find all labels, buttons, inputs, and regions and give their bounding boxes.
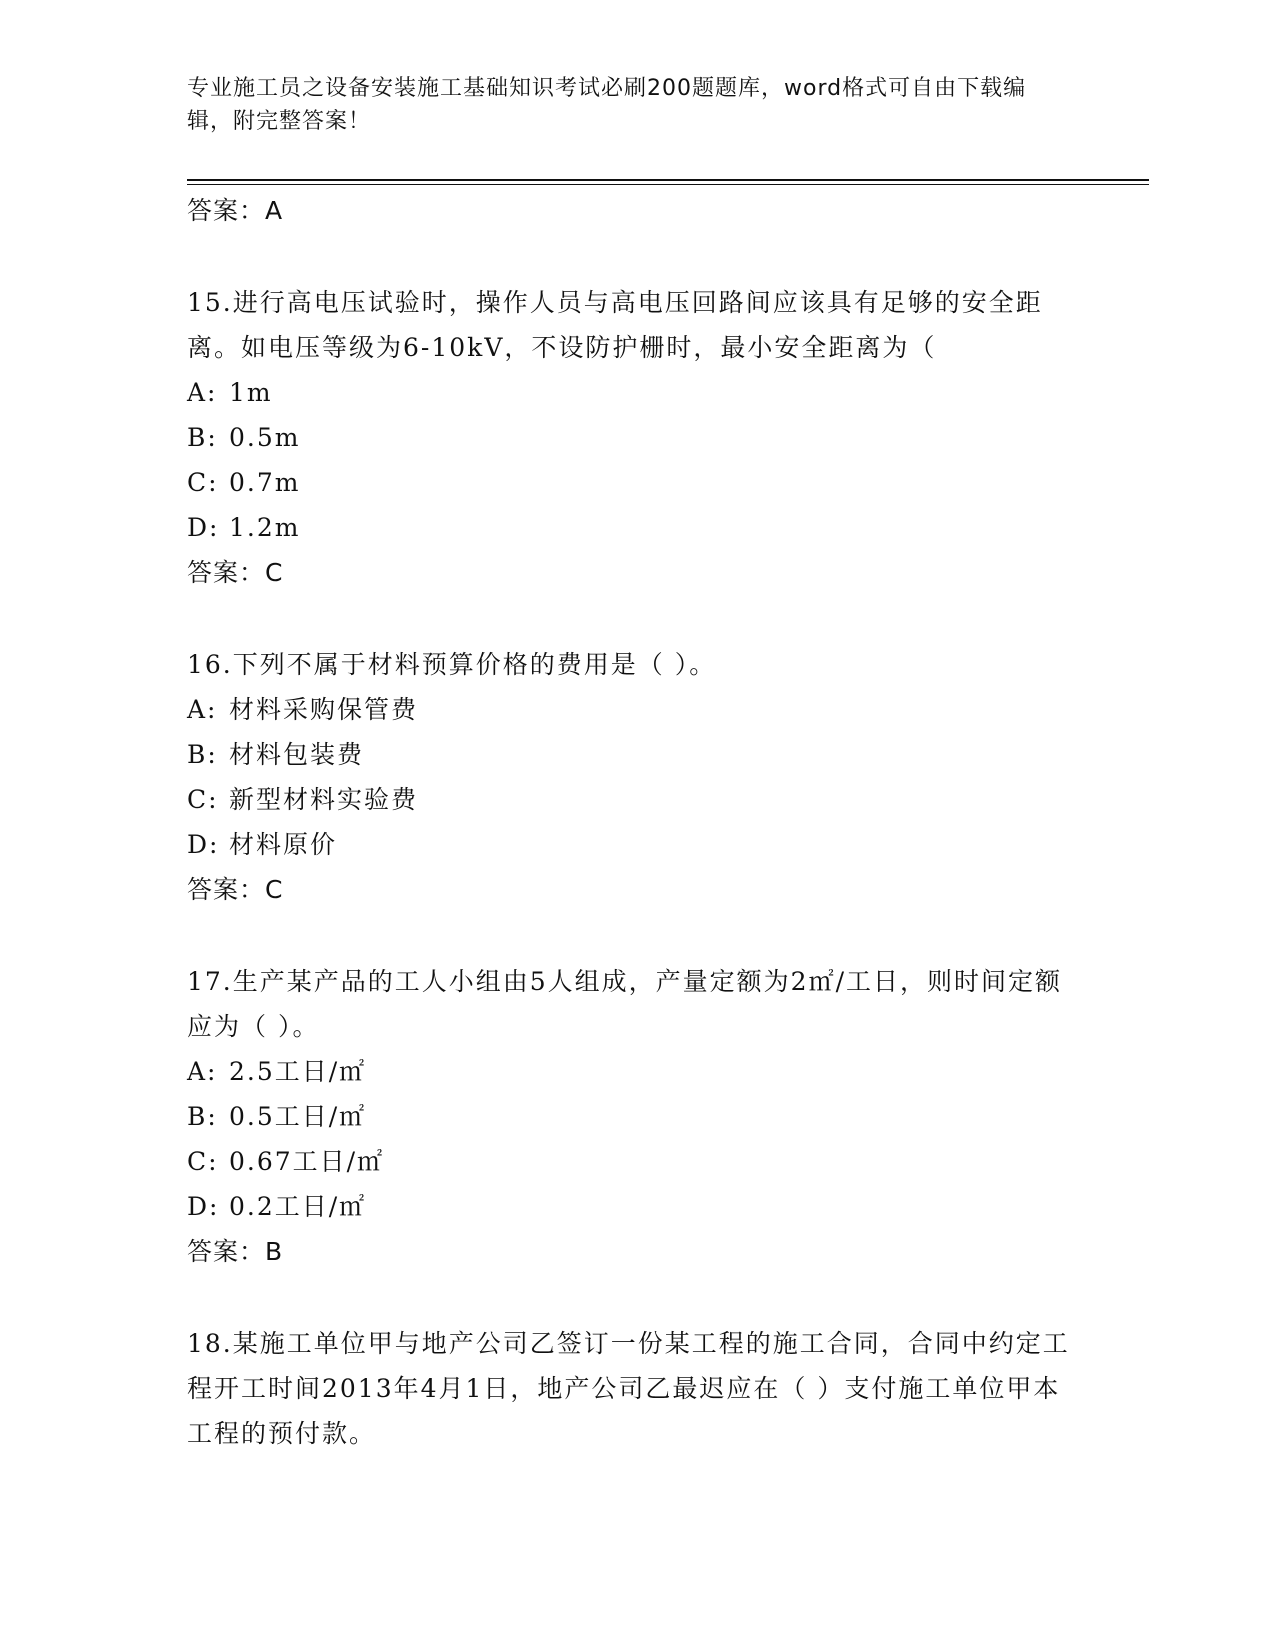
- question-text: 18.某施工单位甲与地产公司乙签订一份某工程的施工合同，合同中约定工程开工时间2013年4月1日，地产公司乙最迟应在（ ）支付施工单位甲本工程的预付款。: [187, 1329, 1070, 1448]
- option-a: [187, 687, 1087, 732]
- page-header-title: 专业施工员之设备安装施工基础知识考试必刷200题题库，word格式可自由下载编辑，附完整答案！: [187, 76, 1027, 134]
- answer-line: 答案：C: [187, 558, 284, 587]
- answer-line: 答案：C: [187, 875, 284, 904]
- question-block: [187, 959, 1087, 1274]
- option-text: 0.5工日/㎡: [229, 1102, 367, 1131]
- option-label: C:: [187, 468, 219, 497]
- option-d: [187, 822, 1087, 867]
- option-text: 1.2m: [229, 513, 301, 542]
- option-label: D:: [187, 513, 220, 542]
- option-text: 2.5工日/㎡: [229, 1057, 367, 1086]
- question-text: 16.下列不属于材料预算价格的费用是（ ）。: [187, 650, 717, 679]
- spacer: [187, 233, 1087, 280]
- option-text: 材料原价: [229, 830, 338, 859]
- option-label: D:: [187, 830, 220, 859]
- spacer: [187, 1274, 1087, 1321]
- option-text: 0.7m: [229, 468, 301, 497]
- option-label: C:: [187, 1147, 219, 1176]
- option-c: [187, 460, 1087, 505]
- option-text: 0.5m: [229, 423, 301, 452]
- option-c: [187, 777, 1087, 822]
- header-divider-thin: [187, 184, 1149, 185]
- option-b: [187, 732, 1087, 777]
- option-label: A:: [187, 1057, 218, 1086]
- option-b: [187, 415, 1087, 460]
- option-text: 1m: [229, 378, 273, 407]
- option-b: [187, 1094, 1087, 1139]
- option-label: D:: [187, 1192, 220, 1221]
- question-text: 15.进行高电压试验时，操作人员与高电压回路间应该具有足够的安全距离。如电压等级为6-10kV，不设防护栅时，最小安全距离为（: [187, 288, 1043, 362]
- option-text: 材料采购保管费: [229, 695, 419, 724]
- option-d: [187, 1184, 1087, 1229]
- question-block: [187, 280, 1087, 595]
- option-a: [187, 370, 1087, 415]
- document-body: [187, 188, 1087, 1456]
- option-text: 材料包装费: [229, 740, 365, 769]
- option-d: [187, 505, 1087, 550]
- question-block: [187, 1321, 1087, 1456]
- option-a: [187, 1049, 1087, 1094]
- option-label: B:: [187, 423, 218, 452]
- option-text: 新型材料实验费: [229, 785, 419, 814]
- question-block: [187, 642, 1087, 912]
- answer-line: 答案：B: [187, 1237, 284, 1266]
- option-label: A:: [187, 378, 218, 407]
- option-c: [187, 1139, 1087, 1184]
- option-label: C:: [187, 785, 219, 814]
- option-label: B:: [187, 1102, 218, 1131]
- spacer: [187, 595, 1087, 642]
- option-label: A:: [187, 695, 218, 724]
- question-text: 17.生产某产品的工人小组由5人组成，产量定额为2㎡/工日，则时间定额应为（ ）。: [187, 967, 1062, 1041]
- option-text: 0.2工日/㎡: [229, 1192, 367, 1221]
- option-label: B:: [187, 740, 218, 769]
- spacer: [187, 912, 1087, 959]
- answer-line: 答案：A: [187, 196, 284, 225]
- option-text: 0.67工日/㎡: [229, 1147, 385, 1176]
- header-divider-thick: [187, 179, 1149, 181]
